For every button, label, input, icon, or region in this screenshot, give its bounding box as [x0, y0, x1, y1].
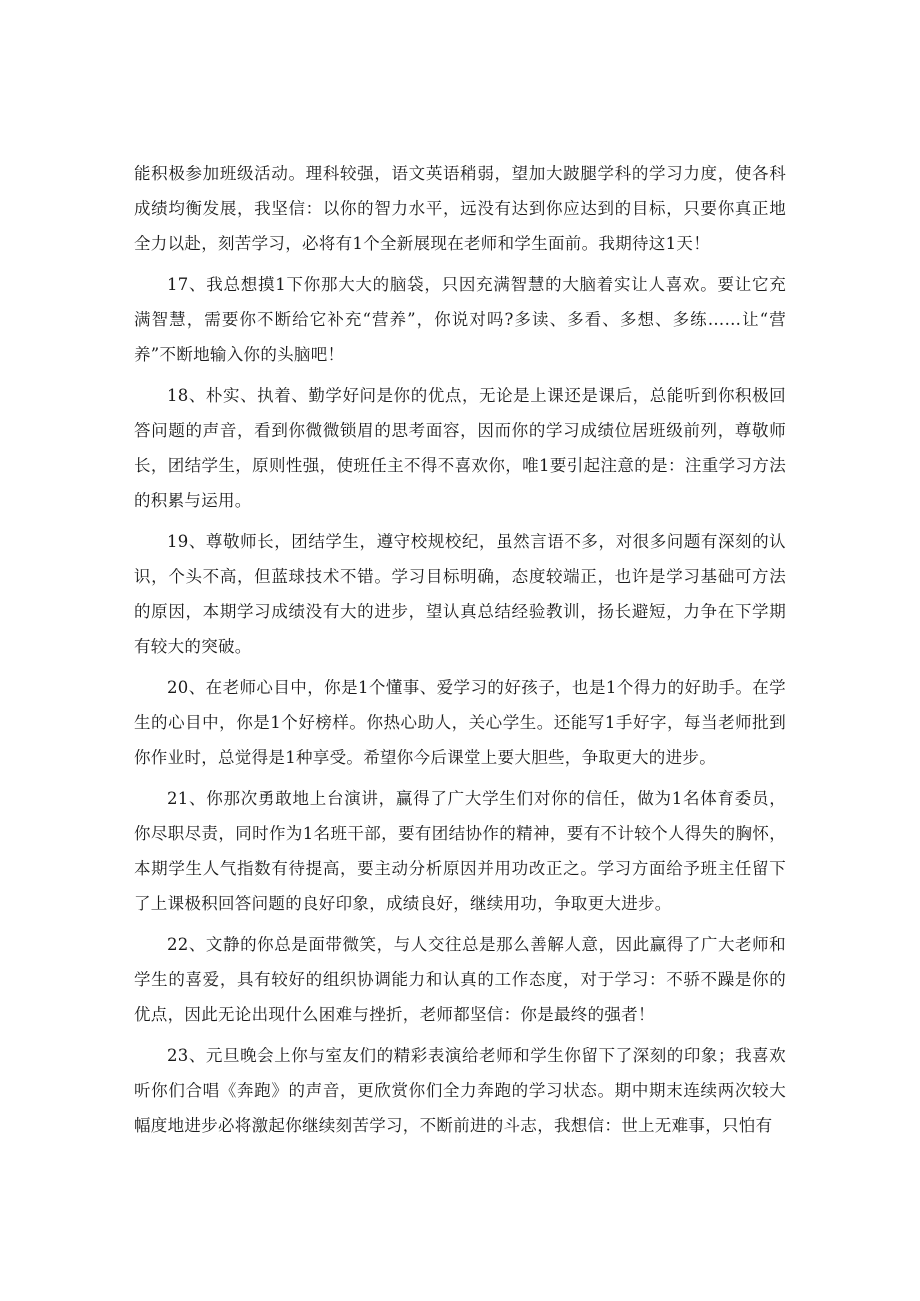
paragraph-comment-21: 21、你那次勇敢地上台演讲，赢得了广大学生们对你的信任，做为1名体育委员，你尽职尽责，同时作为1名班干部，要有团结协作的精神，要有不计较个人得失的胸怀，本期学生人气指数有待提高，要主动分析原因并用功改正之。学习方面给予班主任留下了上课极积回答问题的良好印象，成绩良好，继续用功，争取更大进步。: [134, 789, 786, 913]
paragraph-comment-17: 17、我总想摸1下你那大大的脑袋，只因充满智慧的大脑着实让人喜欢。要让它充满智慧，需要你不断给它补充“营养”，你说对吗?多读、多看、多想、多练……让“营养”不断地输入你的头脑吧！: [134, 275, 786, 364]
paragraph-comment-20: 20、在老师心目中，你是1个懂事、爱学习的好孩子，也是1个得力的好助手。在学生的心目中，你是1个好榜样。你热心助人，关心学生。还能写1手好字，每当老师批到你作业时，总觉得是1种享受。希望你今后课堂上要大胆些，争取更大的进步。: [134, 678, 786, 767]
paragraph-comment-23: 23、元旦晚会上你与室友们的精彩表演给老师和学生你留下了深刻的印象；我喜欢听你们合唱《奔跑》的声音，更欣赏你们全力奔跑的学习状态。期中期末连续两次较大幅度地进步必将激起你继续刻苦学习，不断前进的斗志，我想信：世上无难事，只怕有: [134, 1046, 786, 1135]
document-page: [134, 156, 786, 1149]
paragraph-comment-19: 19、尊敬师长，团结学生，遵守校规校纪，虽然言语不多，对很多问题有深刻的认识，个头不高，但蓝球技术不错。学习目标明确，态度较端正，也许是学习基础可方法的原因，本期学习成绩没有大的进步，望认真总结经验教训，扬长避短，力争在下学期有较大的突破。: [134, 532, 786, 656]
paragraph-comment-18: 18、朴实、执着、勤学好问是你的优点，无论是上课还是课后，总能听到你积极回答问题的声音，看到你微微锁眉的思考面容，因而你的学习成绩位居班级前列，尊敬师长，团结学生，原则性强，使班任主不得不喜欢你，唯1要引起注意的是：注重学习方法的积累与运用。: [134, 386, 786, 510]
paragraph-comment-22: 22、文静的你总是面带微笑，与人交往总是那么善解人意，因此赢得了广大老师和学生的喜爱，具有较好的组织协调能力和认真的工作态度，对于学习：不骄不躁是你的优点，因此无论出现什么困难与挫折，老师都坚信：你是最终的强者！: [134, 935, 786, 1024]
paragraph-continuation: 能积极参加班级活动。理科较强，语文英语稍弱，望加大跛腿学科的学习力度，使各科成绩均衡发展，我坚信：以你的智力水平，远没有达到你应达到的目标，只要你真正地全力以赴，刻苦学习，必将有1个全新展现在老师和学生面前。我期待这1天！: [134, 164, 786, 253]
